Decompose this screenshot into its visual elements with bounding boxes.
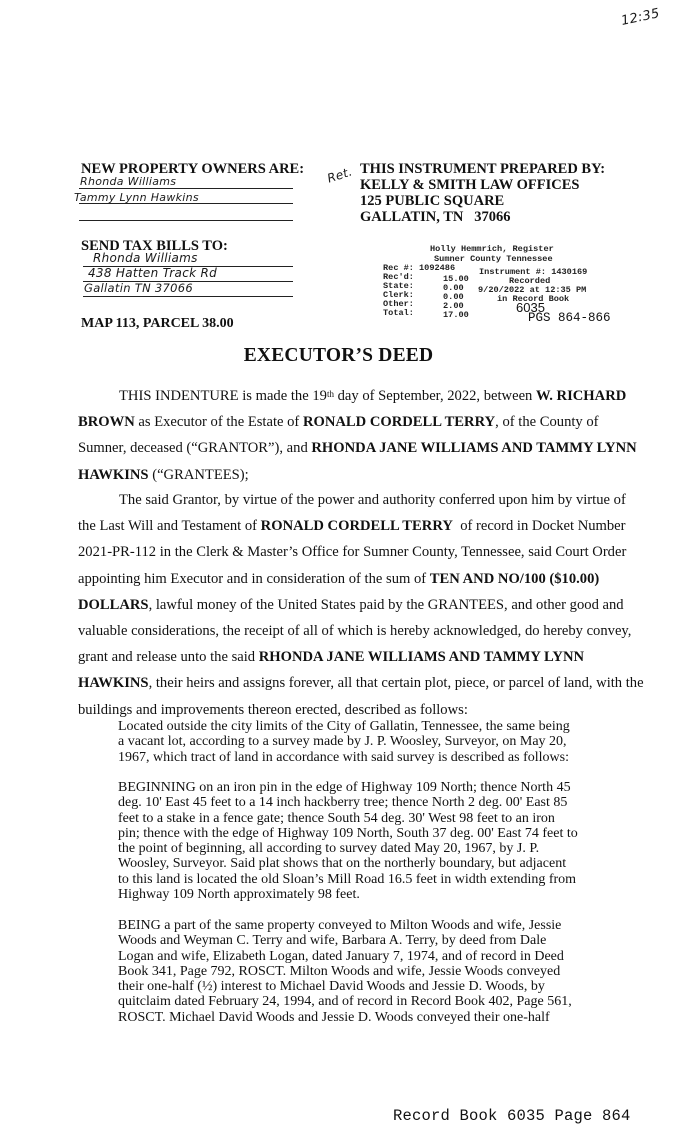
executor-name: W. RICHARD [536, 388, 627, 404]
preparer-city: GALLATIN, TN 37066 [360, 209, 511, 225]
grantee-names: RHONDA JANE WILLIAMS AND TAMMY LYNN [258, 649, 585, 666]
conveyance-line: The said Grantor, by virtue of the power and authority conferred upon him by virtue of [119, 492, 626, 508]
new-owners-heading: NEW PROPERTY OWNERS ARE: [81, 161, 305, 177]
description-line: the point of beginning, all according to survey dated May 20, 1967, by J. P. [118, 841, 540, 857]
tax-bill-line-3: Gallatin TN 37066 [84, 281, 194, 295]
stamp-county: Sumner County Tennessee [434, 254, 553, 264]
conveyance-text: of record in Docket Number [452, 518, 626, 535]
prepared-by-heading: THIS INSTRUMENT PREPARED BY: [360, 161, 606, 177]
stamp-fee-label-other: Other: [383, 299, 414, 309]
handwritten-time-note: 12:35 [619, 6, 662, 29]
executor-name: BROWN [78, 414, 135, 431]
conveyance-text: appointing him Executor and in consideration of the sum of [78, 570, 430, 587]
stamp-fee-label-clerk: Clerk: [383, 290, 414, 300]
description-line: pin; thence with the edge of Highway 109 North, South 37 deg. 00' East 74 feet to [118, 825, 578, 841]
tax-bills-heading: SEND TAX BILLS TO: [81, 238, 228, 254]
description-line: Highway 109 North approximately 98 feet. [118, 887, 360, 903]
decedent-name: RONALD CORDELL TERRY [302, 414, 496, 431]
stamp-pages: PGS 864-866 [528, 311, 611, 325]
description-line: ROSCT. Michael David Woods and Jessie D. Woods conveyed their one-half [118, 1009, 550, 1025]
stamp-fee-value-state: 0.00 [443, 283, 464, 293]
stamp-fee-label-state: State: [383, 281, 414, 291]
conveyance-text: the Last Will and Testament of [78, 518, 261, 535]
record-book-footer: Record Book 6035 Page 864 [393, 1107, 631, 1125]
stamp-book: 6035 [516, 300, 545, 315]
description-line: Book 341, Page 792, ROSCT. Milton Woods and wife, Jessie Woods conveyed [118, 963, 561, 979]
stamp-fee-value-other: 2.00 [443, 301, 464, 311]
indenture-text: , of the County of [495, 414, 599, 431]
description-line: a vacant lot, according to a survey made by J. P. Woosley, Surveyor, on May 20, [118, 734, 567, 750]
indenture-text: (“GRANTEES); [148, 466, 249, 483]
tax-bill-line-1: Rhonda Williams [93, 251, 198, 265]
stamp-fee-label-total: Total: [383, 308, 414, 318]
conveyance-text: grant and release unto the said [78, 649, 259, 666]
consideration-amount: TEN AND NO/100 ($10.00) [429, 570, 600, 587]
chain-of-title-paragraph [118, 918, 588, 1025]
grantee-names: RHONDA JANE WILLIAMS AND TAMMY LYNN [311, 440, 637, 457]
stamp-instrument: Instrument #: 1430169 [479, 267, 588, 277]
indenture-text: as Executor of the Estate of [134, 414, 303, 431]
handwritten-ret-note: Ret. [325, 164, 354, 186]
description-line: Woods and Weyman C. Terry and wife, Barbara A. Terry, by deed from Dale [118, 933, 547, 949]
conveyance-paragraph [78, 487, 658, 723]
description-line: BEING a part of the same property conveyed to Milton Woods and wife, Jessie [118, 918, 562, 933]
document-title: EXECUTOR’S DEED [243, 345, 434, 366]
owner-line-2: Tammy Lynn Hawkins [74, 191, 199, 204]
owner-line-1: Rhonda Williams [80, 175, 177, 188]
description-line: deg. 10' East 45 feet to a 14 inch hackberry tree; thence North 2 deg. 00' East 85 [118, 795, 568, 811]
indenture-text: THIS INDENTURE is made the 19 [119, 388, 327, 404]
consideration-amount: DOLLARS [78, 596, 149, 613]
conveyance-line: buildings and improvements thereon erected, described as follows: [78, 701, 468, 718]
stamp-recorded-label: Recorded [509, 276, 551, 286]
description-line: BEGINNING on an iron pin in the edge of Highway 109 North; thence North 45 [118, 780, 571, 795]
indenture-text: Sumner, deceased (“GRANTOR”), and [78, 440, 312, 457]
preparer-firm: KELLY & SMITH LAW OFFICES [360, 177, 580, 193]
preparer-address: 125 PUBLIC SQUARE [360, 193, 505, 209]
description-line: to this land is located the old Sloan’s Mill Road 16.5 feet in width extending from [118, 871, 577, 887]
grantee-names: HAWKINS [78, 466, 149, 483]
stamp-fee-value-total: 17.00 [443, 310, 469, 320]
stamp-rec-no: 1092486 [419, 263, 456, 273]
stamp-register: Holly Hemmrich, Register [430, 244, 554, 254]
ordinal-suffix: th [326, 389, 334, 399]
indenture-paragraph [78, 383, 658, 488]
conveyance-line: 2021-PR-112 in the Clerk & Master’s Office for Sumner County, Tennessee, said Court Order [78, 544, 627, 561]
description-line: their one-half (½) interest to Michael David Woods and Jessie D. Woods, by [118, 979, 545, 995]
stamp-fee-value-clerk: 0.00 [443, 292, 464, 302]
stamp-fee-label-recd: Rec'd: [383, 272, 414, 282]
description-line: Woosley, Surveyor. Said plat shows that on the northerly boundary, but adjacent [118, 856, 567, 872]
stamp-rec-no-label: Rec #: [383, 263, 414, 273]
indenture-text: day of September, 2022, between [333, 388, 536, 404]
conveyance-text: , lawful money of the United States paid by the GRANTEES, and other good and [148, 596, 624, 613]
conveyance-line: valuable considerations, the receipt of all of which is hereby acknowledged, do hereby convey, [78, 623, 632, 640]
description-line: 1967, which tract of land in accordance with said survey is described as follows: [118, 749, 569, 765]
description-line: Located outside the city limits of the City of Gallatin, Tennessee, the same being [118, 719, 570, 734]
stamp-fee-value-recd: 15.00 [443, 274, 469, 284]
stamp-recorded-at: 9/20/2022 at 12:35 PM [478, 285, 587, 295]
stamp-in-record-book: in Record Book [497, 294, 570, 304]
description-line: feet to a stake in a fence gate; thence South 54 deg. 30' West 98 feet to an iron [118, 810, 555, 826]
description-line: Logan and wife, Elizabeth Logan, dated January 7, 1974, and of record in Deed [118, 948, 564, 964]
property-location-paragraph [118, 719, 588, 765]
metes-and-bounds-paragraph [118, 780, 588, 902]
map-parcel: MAP 113, PARCEL 38.00 [81, 316, 234, 331]
conveyance-text: , their heirs and assigns forever, all that certain plot, piece, or parcel of land, with the [148, 675, 644, 692]
tax-bill-line-2: 438 Hatten Track Rd [88, 266, 218, 280]
decedent-name: RONALD CORDELL TERRY [260, 518, 453, 535]
description-line: quitclaim dated February 24, 1994, and of record in Record Book 402, Page 561, [118, 994, 572, 1010]
grantee-names: HAWKINS [78, 675, 149, 692]
